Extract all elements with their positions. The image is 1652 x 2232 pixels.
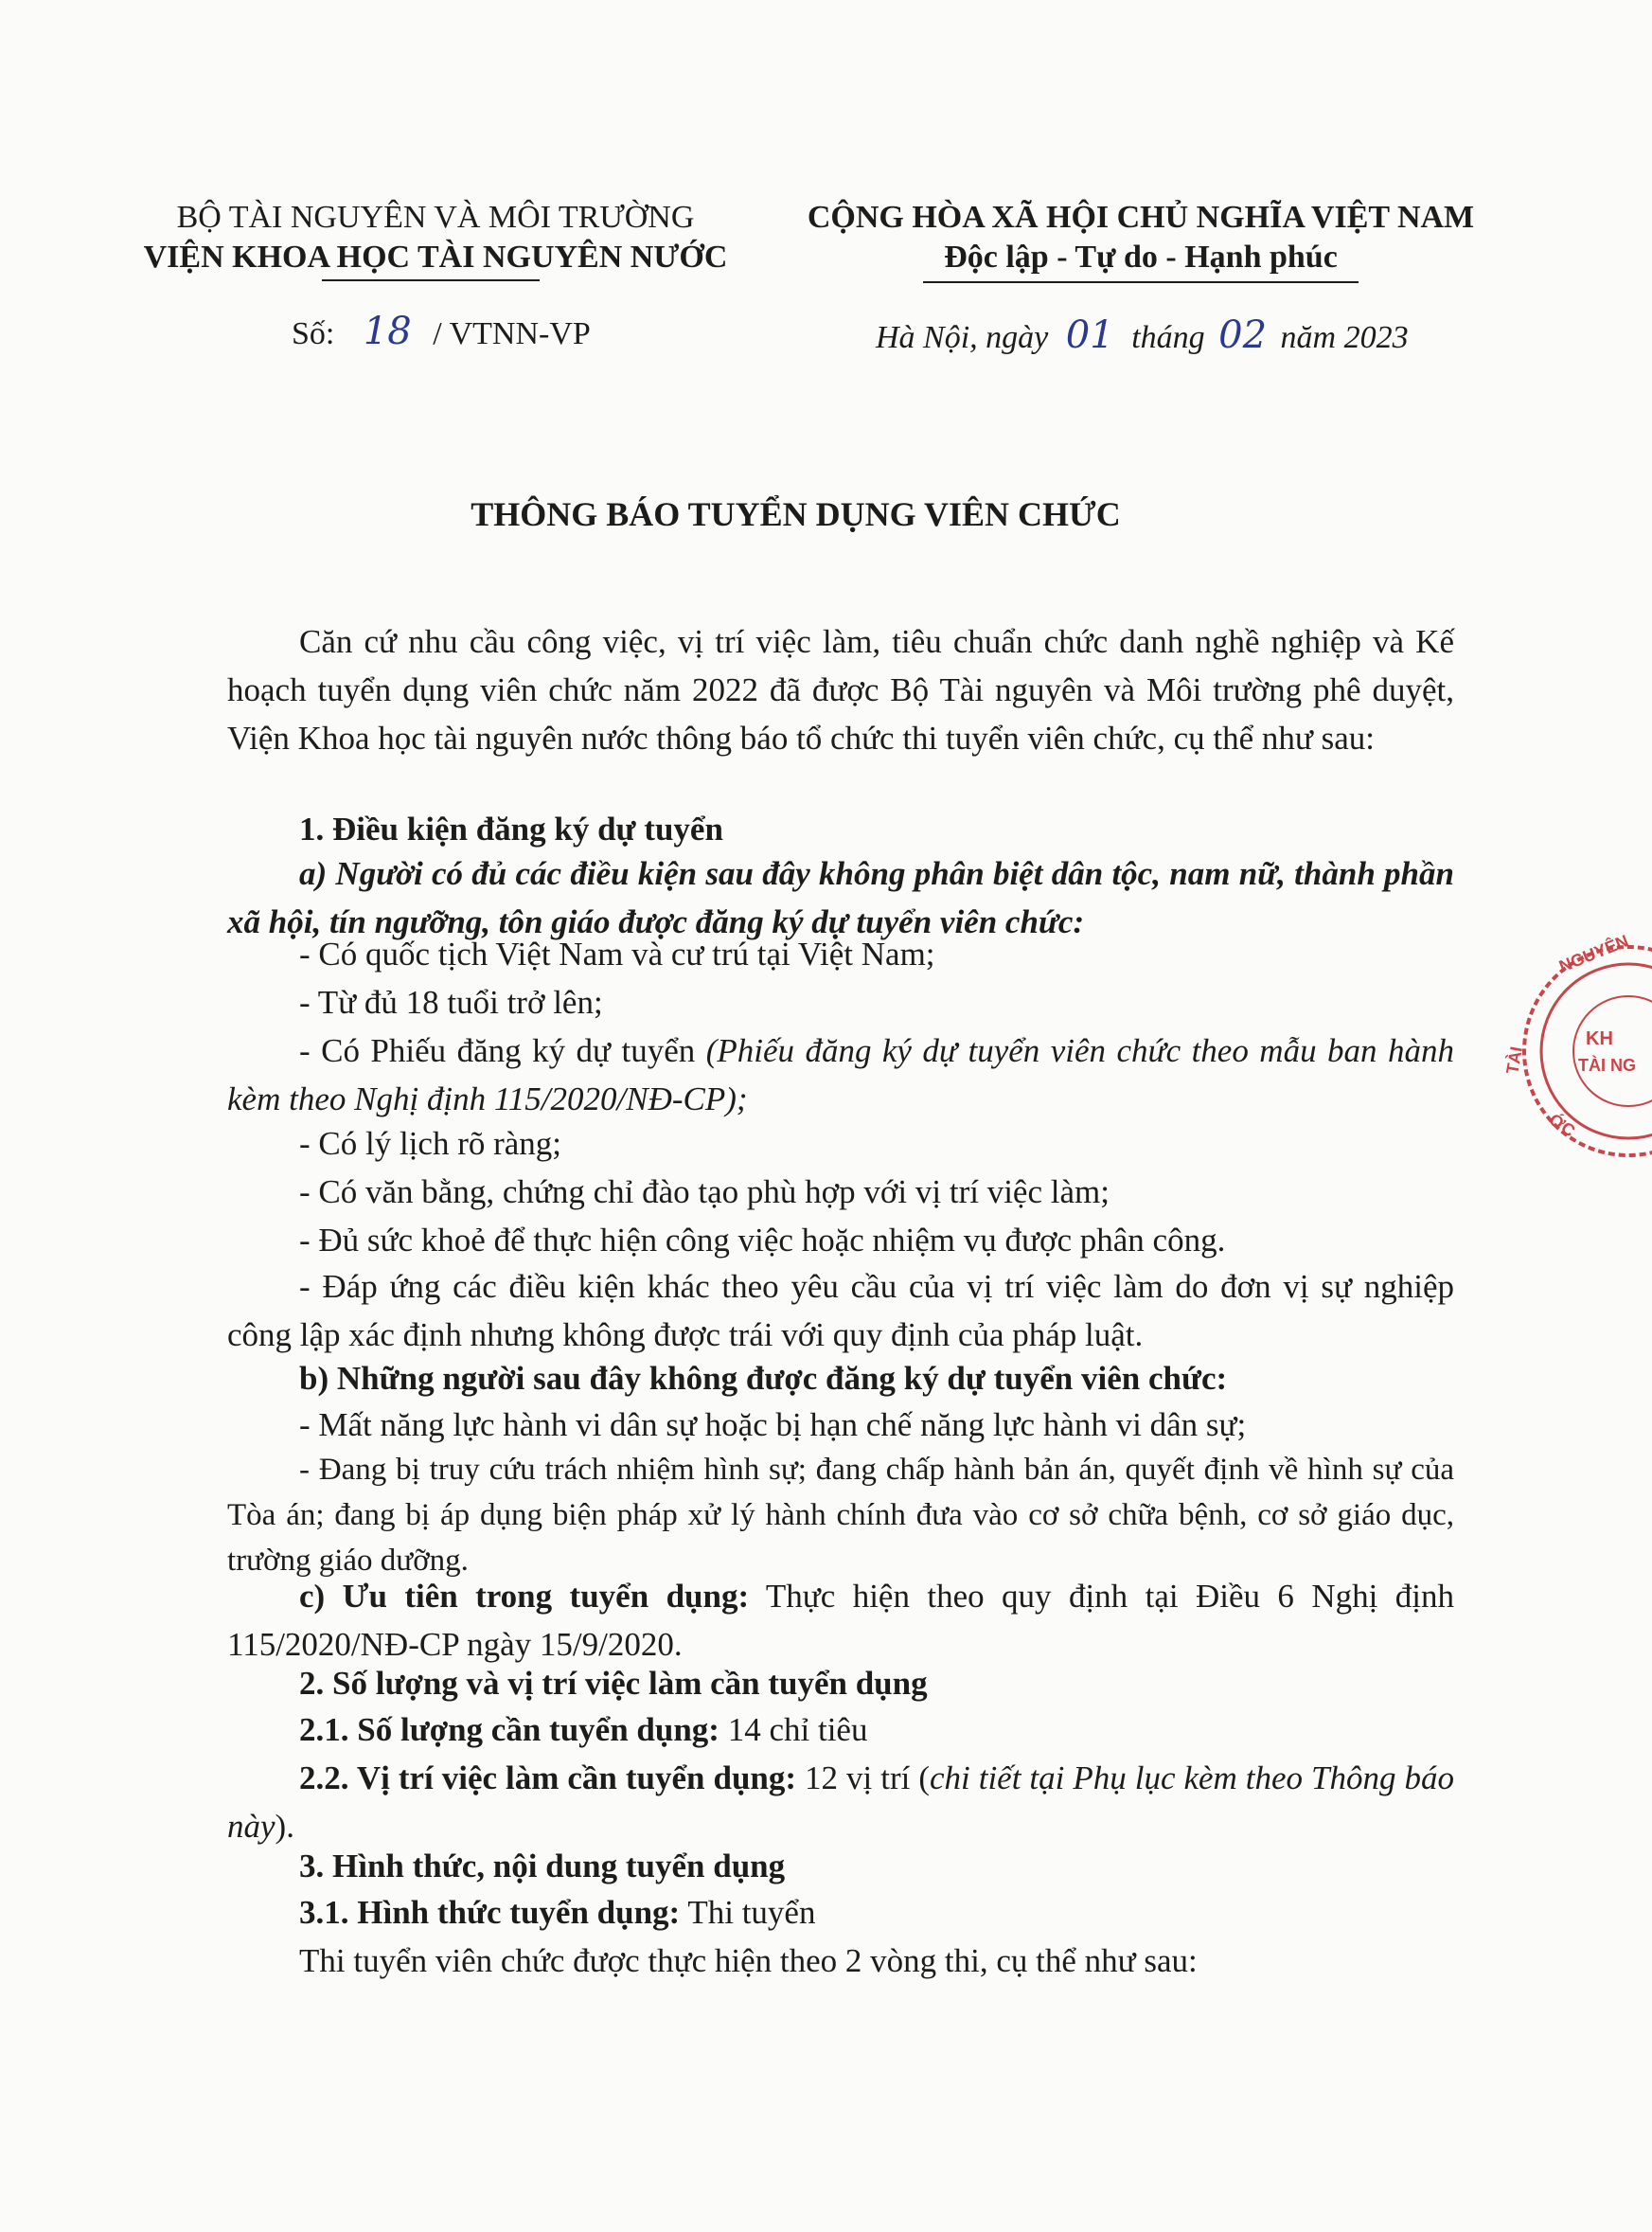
quantity-label: 2.1. Số lượng cần tuyển dụng:: [299, 1711, 719, 1748]
recruitment-form-label: 3.1. Hình thức tuyển dụng:: [299, 1894, 681, 1931]
condition-certificates: - Có văn bằng, chứng chỉ đào tạo phù hợp với vị trí việc làm;: [299, 1173, 1110, 1210]
positions-label: 2.2. Vị trí việc làm cần tuyển dụng:: [299, 1759, 797, 1796]
intro-paragraph: Căn cứ nhu cầu công việc, vị trí việc làm, tiêu chuẩn chức danh nghề nghiệp và Kế hoạch tuyển dụng viên chức năm 2022 đã được Bộ Tài nguyên và Môi trường phê duyệt, Viện Khoa học tài nguyên nước thông báo tổ chức thi tuyển viên chức, cụ thể như sau:: [227, 623, 1454, 757]
official-seal-stamp: [1472, 933, 1652, 1170]
motto-underline: [923, 281, 1359, 283]
seal-text-left: TÀI: [1502, 1045, 1526, 1076]
condition-registration-form: [227, 1027, 1454, 1123]
exam-rounds-description: Thi tuyển viên chức được thực hiện theo 2 vòng thi, cụ thể như sau:: [299, 1942, 1198, 1979]
institute-name: VIỆN KHOA HỌC TÀI NGUYÊN NƯỚC: [143, 240, 728, 275]
date-year: năm 2023: [1280, 320, 1409, 355]
national-motto: Độc lập - Tự do - Hạnh phúc: [944, 240, 1338, 275]
section-3-heading: 3. Hình thức, nội dung tuyển dụng: [299, 1848, 786, 1884]
document-number: [292, 311, 591, 355]
condition-age: - Từ đủ 18 tuổi trở lên;: [299, 984, 603, 1021]
section-2-heading: 2. Số lượng và vị trí việc làm cần tuyển dụng: [299, 1665, 928, 1702]
condition-nationality: - Có quốc tịch Việt Nam và cư trú tại Việt Nam;: [299, 936, 935, 973]
handwritten-number: 18: [363, 310, 412, 353]
condition-background: - Có lý lịch rõ ràng;: [299, 1125, 562, 1162]
priority-label: c) Ưu tiên trong tuyển dụng:: [299, 1578, 750, 1615]
exclusion-criminal: - Đang bị truy cứu trách nhiệm hình sự; đang chấp hành bản án, quyết định về hình sự của Tòa án; đang bị áp dụng biện pháp xử lý hành chính đưa vào cơ sở chữa bệnh, cơ sở giáo dục, trường giáo dưỡng.: [227, 1453, 1454, 1578]
section-3-1: [227, 1888, 1454, 1937]
section-1a-heading: a) Người có đủ các điều kiện sau đây không phân biệt dân tộc, nam nữ, thành phần xã hội, tín ngưỡng, tôn giáo được đăng ký dự tuyển viên chức:: [227, 855, 1454, 940]
registration-form-text: - Có Phiếu đăng ký dự tuyển: [299, 1032, 706, 1069]
positions-appendix-note: chi tiết tại Phụ lục kèm theo Thông báo này: [227, 1759, 1455, 1845]
date-prefix: Hà Nội, ngày: [876, 320, 1049, 355]
number-suffix: / VTNN-VP: [433, 316, 591, 351]
positions-end: ).: [275, 1808, 294, 1845]
exclusion-civil-capacity: - Mất năng lực hành vi dân sự hoặc bị hạn chế năng lực hành vi dân sự;: [299, 1406, 1247, 1443]
ministry-name: BỘ TÀI NGUYÊN VÀ MÔI TRƯỜNG: [176, 200, 695, 235]
section-1c: [227, 1572, 1454, 1669]
section-1b-heading: b) Những người sau đây không được đăng ký dự tuyển viên chức:: [299, 1360, 1228, 1397]
condition-other: - Đáp ứng các điều kiện khác theo yêu cầu của vị trí việc làm do đơn vị sự nghiệp công lập xác định nhưng không được trái với quy định của pháp luật.: [227, 1268, 1454, 1353]
number-label: Số:: [292, 316, 335, 351]
handwritten-month: 02: [1218, 313, 1268, 357]
registration-form-note: (Phiếu đăng ký dự tuyển viên chức theo mẫu ban hành kèm theo Nghị định 115/2020/NĐ-CP);: [227, 1032, 1454, 1117]
institute-underline: [322, 279, 540, 281]
document-title: THÔNG BÁO TUYỂN DỤNG VIÊN CHỨC: [471, 495, 1121, 533]
seal-text-mid2: TÀI NG: [1578, 1056, 1636, 1075]
seal-text-top: NGUYÊN: [1556, 931, 1631, 976]
priority-text: Thực hiện theo quy định tại Điều 6 Nghị định 115/2020/NĐ-CP ngày 15/9/2020.: [227, 1578, 1454, 1663]
section-2-1: [227, 1705, 1454, 1754]
quantity-text: 14 chỉ tiêu: [719, 1711, 868, 1748]
seal-text-mid1: KH: [1586, 1028, 1613, 1049]
date-month-label: tháng: [1131, 320, 1205, 355]
handwritten-day: 01: [1065, 313, 1114, 357]
section-1-heading: 1. Điều kiện đăng ký dự tuyển: [299, 811, 723, 848]
country-name: CỘNG HÒA XÃ HỘI CHỦ NGHĨA VIỆT NAM: [807, 200, 1475, 235]
positions-text: 12 vị trí (: [796, 1759, 930, 1796]
condition-health: - Đủ sức khoẻ để thực hiện công việc hoặc nhiệm vụ được phân công.: [299, 1222, 1226, 1259]
recruitment-form-text: Thi tuyển: [680, 1894, 816, 1931]
seal-text-bottom: ỚC: [1545, 1109, 1579, 1141]
section-2-2: [227, 1754, 1454, 1850]
document-date: [876, 314, 1409, 359]
